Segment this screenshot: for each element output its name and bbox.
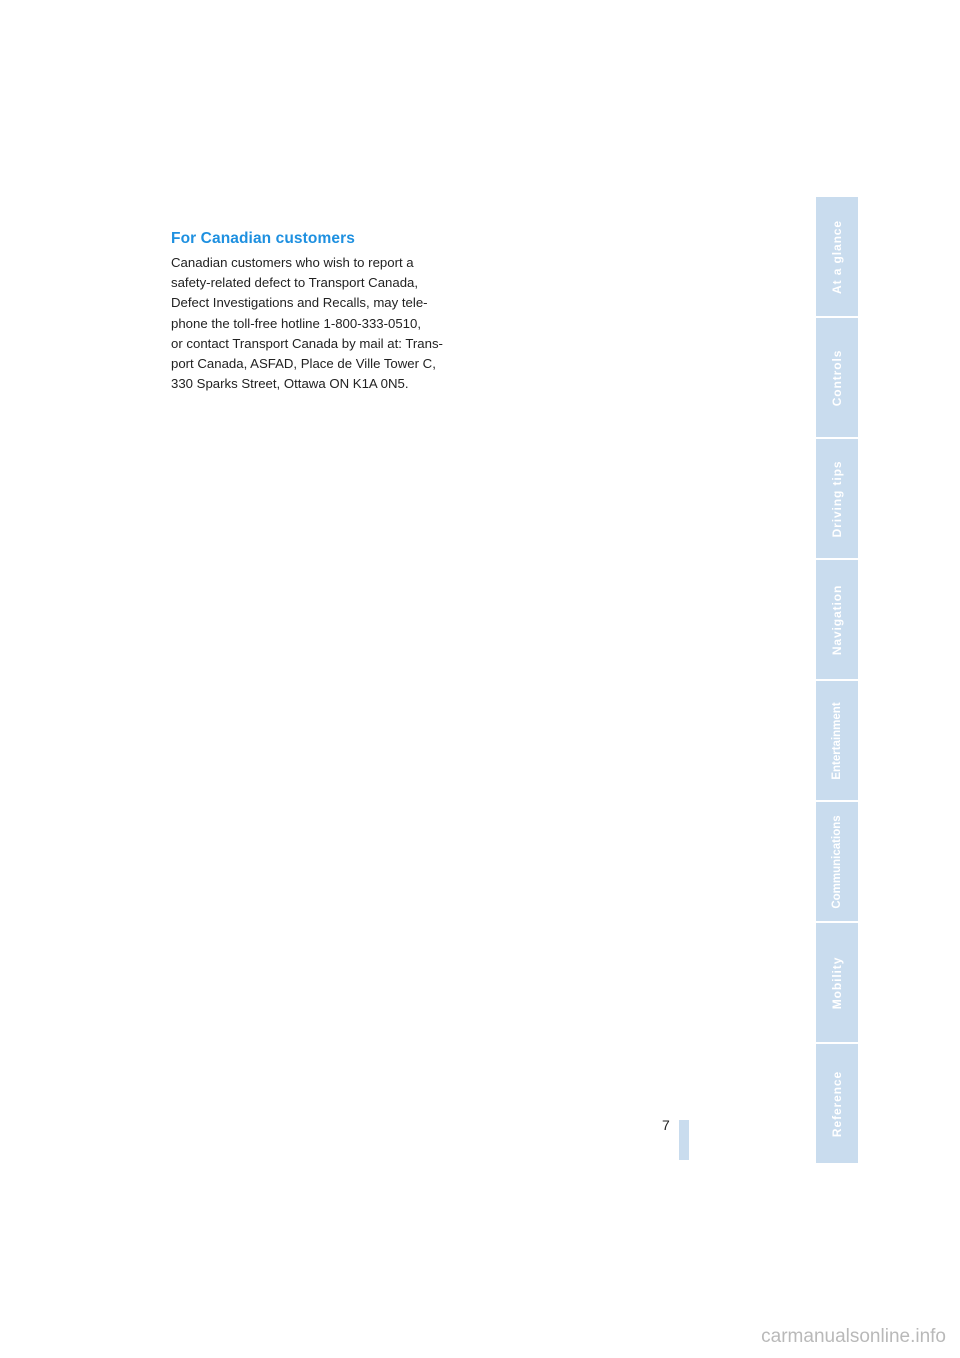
body-line: port Canada, ASFAD, Place de Ville Tower C, bbox=[171, 356, 436, 372]
chapter-tab-at-a-glance[interactable] bbox=[816, 197, 858, 316]
chapter-tab-communications[interactable] bbox=[816, 802, 858, 921]
body-line: 330 Sparks Street, Ottawa ON K1A 0N5. bbox=[171, 376, 409, 392]
chapter-tab-label: Controls bbox=[830, 349, 844, 406]
chapter-tab-driving-tips[interactable] bbox=[816, 439, 858, 558]
body-line: Defect Investigations and Recalls, may tele- bbox=[171, 295, 428, 311]
body-line: phone the toll-free hotline 1-800-333-0510, bbox=[171, 315, 422, 331]
chapter-tab-label: Mobility bbox=[830, 956, 844, 1009]
chapter-tab-entertainment[interactable] bbox=[816, 681, 858, 800]
chapter-tab-label: Communications bbox=[831, 814, 843, 909]
chapter-tabs bbox=[816, 197, 858, 1165]
body-line: safety-related defect to Transport Canada, bbox=[171, 275, 419, 291]
chapter-tab-label: Driving tips bbox=[830, 460, 844, 537]
chapter-tab-label: At a glance bbox=[830, 219, 844, 294]
chapter-tab-mobility[interactable] bbox=[816, 923, 858, 1042]
chapter-tab-label: Entertainment bbox=[831, 701, 843, 780]
chapter-tab-reference[interactable] bbox=[816, 1044, 858, 1163]
chapter-tab-label: Reference bbox=[830, 1070, 844, 1137]
chapter-tab-label: Navigation bbox=[830, 584, 844, 655]
body-line: Canadian customers who wish to report a bbox=[171, 255, 414, 270]
page-marker bbox=[679, 1120, 689, 1160]
page-number: 7 bbox=[662, 1117, 670, 1133]
watermark-text: carmanualsonline.info bbox=[761, 1326, 946, 1347]
chapter-tab-navigation[interactable] bbox=[816, 560, 858, 679]
chapter-tab-controls[interactable] bbox=[816, 318, 858, 437]
section-heading: For Canadian customers bbox=[171, 230, 355, 247]
body-line: or contact Transport Canada by mail at: Trans- bbox=[171, 335, 443, 351]
body-paragraph bbox=[171, 253, 481, 394]
